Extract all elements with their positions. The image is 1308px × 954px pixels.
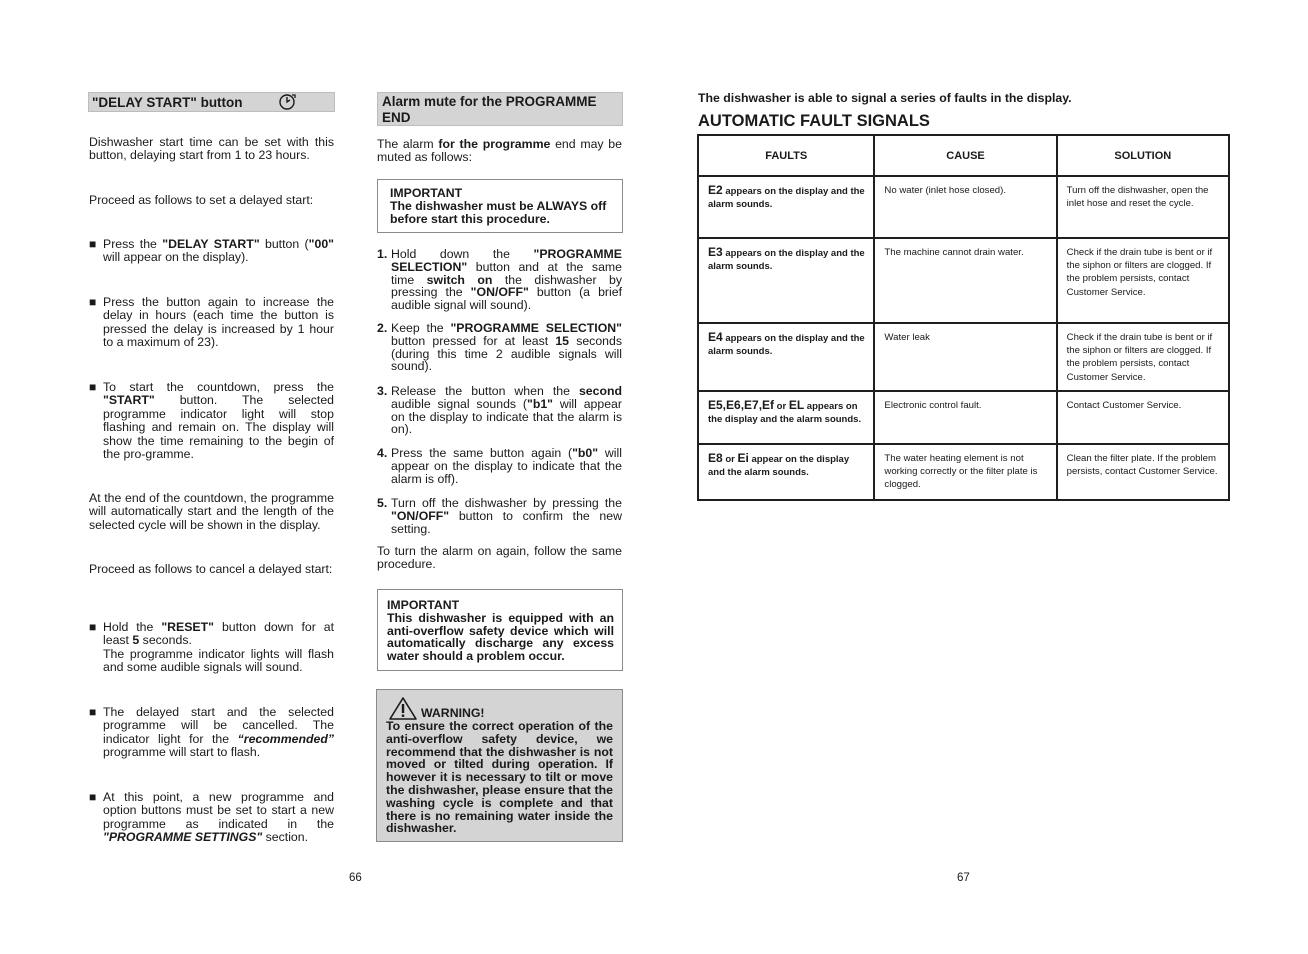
- delay-start-clock-icon: [279, 93, 297, 114]
- solution-cell: Contact Customer Service.: [1057, 391, 1229, 444]
- warning-box: [376, 689, 623, 842]
- important-box-1: [377, 179, 623, 233]
- list-item: ■ The delayed start and the selected programme will be cancelled. The indicator light for the “recommended” programme will start to flash.: [89, 705, 334, 760]
- turn-on-again-text: To turn the alarm on again, follow the same procedure.: [377, 544, 622, 572]
- step-item: 4. Press the same button again ("b0" will appear on the display to indicate that the alarm is off).: [377, 446, 622, 486]
- table-row: [698, 176, 1229, 238]
- bullet-square-icon: ■: [89, 295, 97, 309]
- table-header-row: [698, 135, 1229, 176]
- alarm-mute-intro: The alarm for the programme end may be muted as follows:: [377, 137, 622, 165]
- solution-cell: Check if the drain tube is bent or if the siphon or filters are clogged. If the problem persists, contact Customer Service.: [1057, 323, 1229, 391]
- header-solution: SOLUTION: [1057, 135, 1229, 176]
- countdown-end-text: At the end of the countdown, the programme will automatically start and the length of the selected cycle will be shown in the display.: [89, 491, 334, 532]
- important-text: The dishwasher must be ALWAYS off before start this procedure.: [390, 198, 607, 226]
- list-item: ■ Press the button again to increase the delay in hours (each time the button is pressed the delay is increased by 1 hour to a maximum of 23).: [89, 295, 334, 350]
- list-item: ■ To start the countdown, press the "START" button. The selected programme indicator light will stop flashing and remain on. The display will show the time remaining to the begin of the pro-gramme.: [89, 380, 334, 462]
- fault-cell: E2 appears on the display and the alarm sounds.: [698, 176, 874, 238]
- solution-cell: Clean the filter plate. If the problem persists, contact Customer Service.: [1057, 444, 1229, 500]
- important-box-2: [377, 589, 623, 671]
- page-number-right: 67: [957, 872, 970, 884]
- table-row: [698, 323, 1229, 391]
- step-item: 2. Keep the "PROGRAMME SELECTION" button pressed for at least 15 seconds (during this time 2 audible signals will sound).: [377, 321, 622, 374]
- table-row: [698, 391, 1229, 444]
- fault-cell: E4 appears on the display and the alarm sounds.: [698, 323, 874, 391]
- fault-signals-intro: The dishwasher is able to signal a series of faults in the display.: [698, 91, 1072, 105]
- header-faults: FAULTS: [698, 135, 874, 176]
- bullet-square-icon: ■: [89, 620, 97, 634]
- list-item: ■ Press the "DELAY START" button ("00" will appear on the display).: [89, 237, 334, 265]
- proceed-set-text: Proceed as follows to set a delayed start:: [89, 193, 314, 207]
- step-item: 3. Release the button when the second audible signal sounds ("b1" will appear on the display to indicate that the alarm is on).: [377, 384, 622, 437]
- fault-cell: E8 or Ei appear on the display and the alarm sounds.: [698, 444, 874, 500]
- fault-cell: E3 appears on the display and the alarm sounds.: [698, 238, 874, 323]
- proceed-cancel-text: Proceed as follows to cancel a delayed start:: [89, 562, 333, 576]
- list-item: ■ Hold the "RESET" button down for at least 5 seconds. The programme indicator lights will flash and some audible signals will sound.: [89, 620, 335, 675]
- important-heading: IMPORTANT: [390, 186, 463, 200]
- delay-start-heading: [88, 92, 335, 112]
- bullet-square-icon: ■: [89, 790, 97, 804]
- table-row: [698, 238, 1229, 323]
- bullet-square-icon: ■: [89, 380, 97, 394]
- page-title: AUTOMATIC FAULT SIGNALS: [698, 112, 930, 130]
- solution-cell: Check if the drain tube is bent or if the siphon or filters are clogged. If the problem persists, contact Customer Service.: [1057, 238, 1229, 323]
- warning-heading: WARNING!: [421, 706, 485, 720]
- page-number-left: 66: [349, 872, 362, 884]
- warning-triangle-icon: [388, 696, 418, 724]
- important-text: This dishwasher is equipped with an anti-overflow safety device which will automatically discharge any excess water should a problem occur.: [387, 610, 614, 664]
- alarm-mute-heading: [377, 92, 623, 126]
- cause-cell: No water (inlet hose closed).: [874, 176, 1056, 238]
- step-item: 5. Turn off the dishwasher by pressing the "ON/OFF" button to confirm the new setting.: [377, 496, 622, 536]
- cause-cell: The machine cannot drain water.: [874, 238, 1056, 323]
- cause-cell: Water leak: [874, 323, 1056, 391]
- bullet-square-icon: ■: [89, 237, 97, 251]
- bullet-square-icon: ■: [89, 705, 97, 719]
- table-row: [698, 444, 1229, 500]
- delay-start-intro: Dishwasher start time can be set with this button, delaying start from 1 to 23 hours.: [89, 135, 334, 163]
- warning-text: To ensure the correct operation of the anti-overflow safety device, we recommend that the dishwasher is not moved or tilted during operation. If however it is necessary to tilt or move the dishwasher, please ensure that the washing cycle is complete and that there is no remaining water inside the dishwasher.: [386, 719, 613, 836]
- header-cause: CAUSE: [874, 135, 1056, 176]
- fault-signals-table: [697, 134, 1230, 501]
- solution-cell: Turn off the dishwasher, open the inlet hose and reset the cycle.: [1057, 176, 1229, 238]
- important-heading: IMPORTANT: [387, 598, 460, 612]
- cause-cell: Electronic control fault.: [874, 391, 1056, 444]
- section-title: "DELAY START" button: [92, 95, 243, 110]
- fault-cell: E5,E6,E7,Ef or EL appears on the display and the alarm sounds.: [698, 391, 874, 444]
- section-title: Alarm mute for the PROGRAMME END: [382, 94, 597, 125]
- cause-cell: The water heating element is not working correctly or the filter plate is clogged.: [874, 444, 1056, 500]
- list-item: ■ At this point, a new programme and option buttons must be set to start a new programme as indicated in the "PROGRAMME SETTINGS" section.: [89, 790, 334, 845]
- step-item: 1. Hold down the "PROGRAMME SELECTION" button and at the same time switch on the dishwasher by pressing the "ON/OFF" button (a brief audible signal will sound).: [377, 247, 622, 313]
